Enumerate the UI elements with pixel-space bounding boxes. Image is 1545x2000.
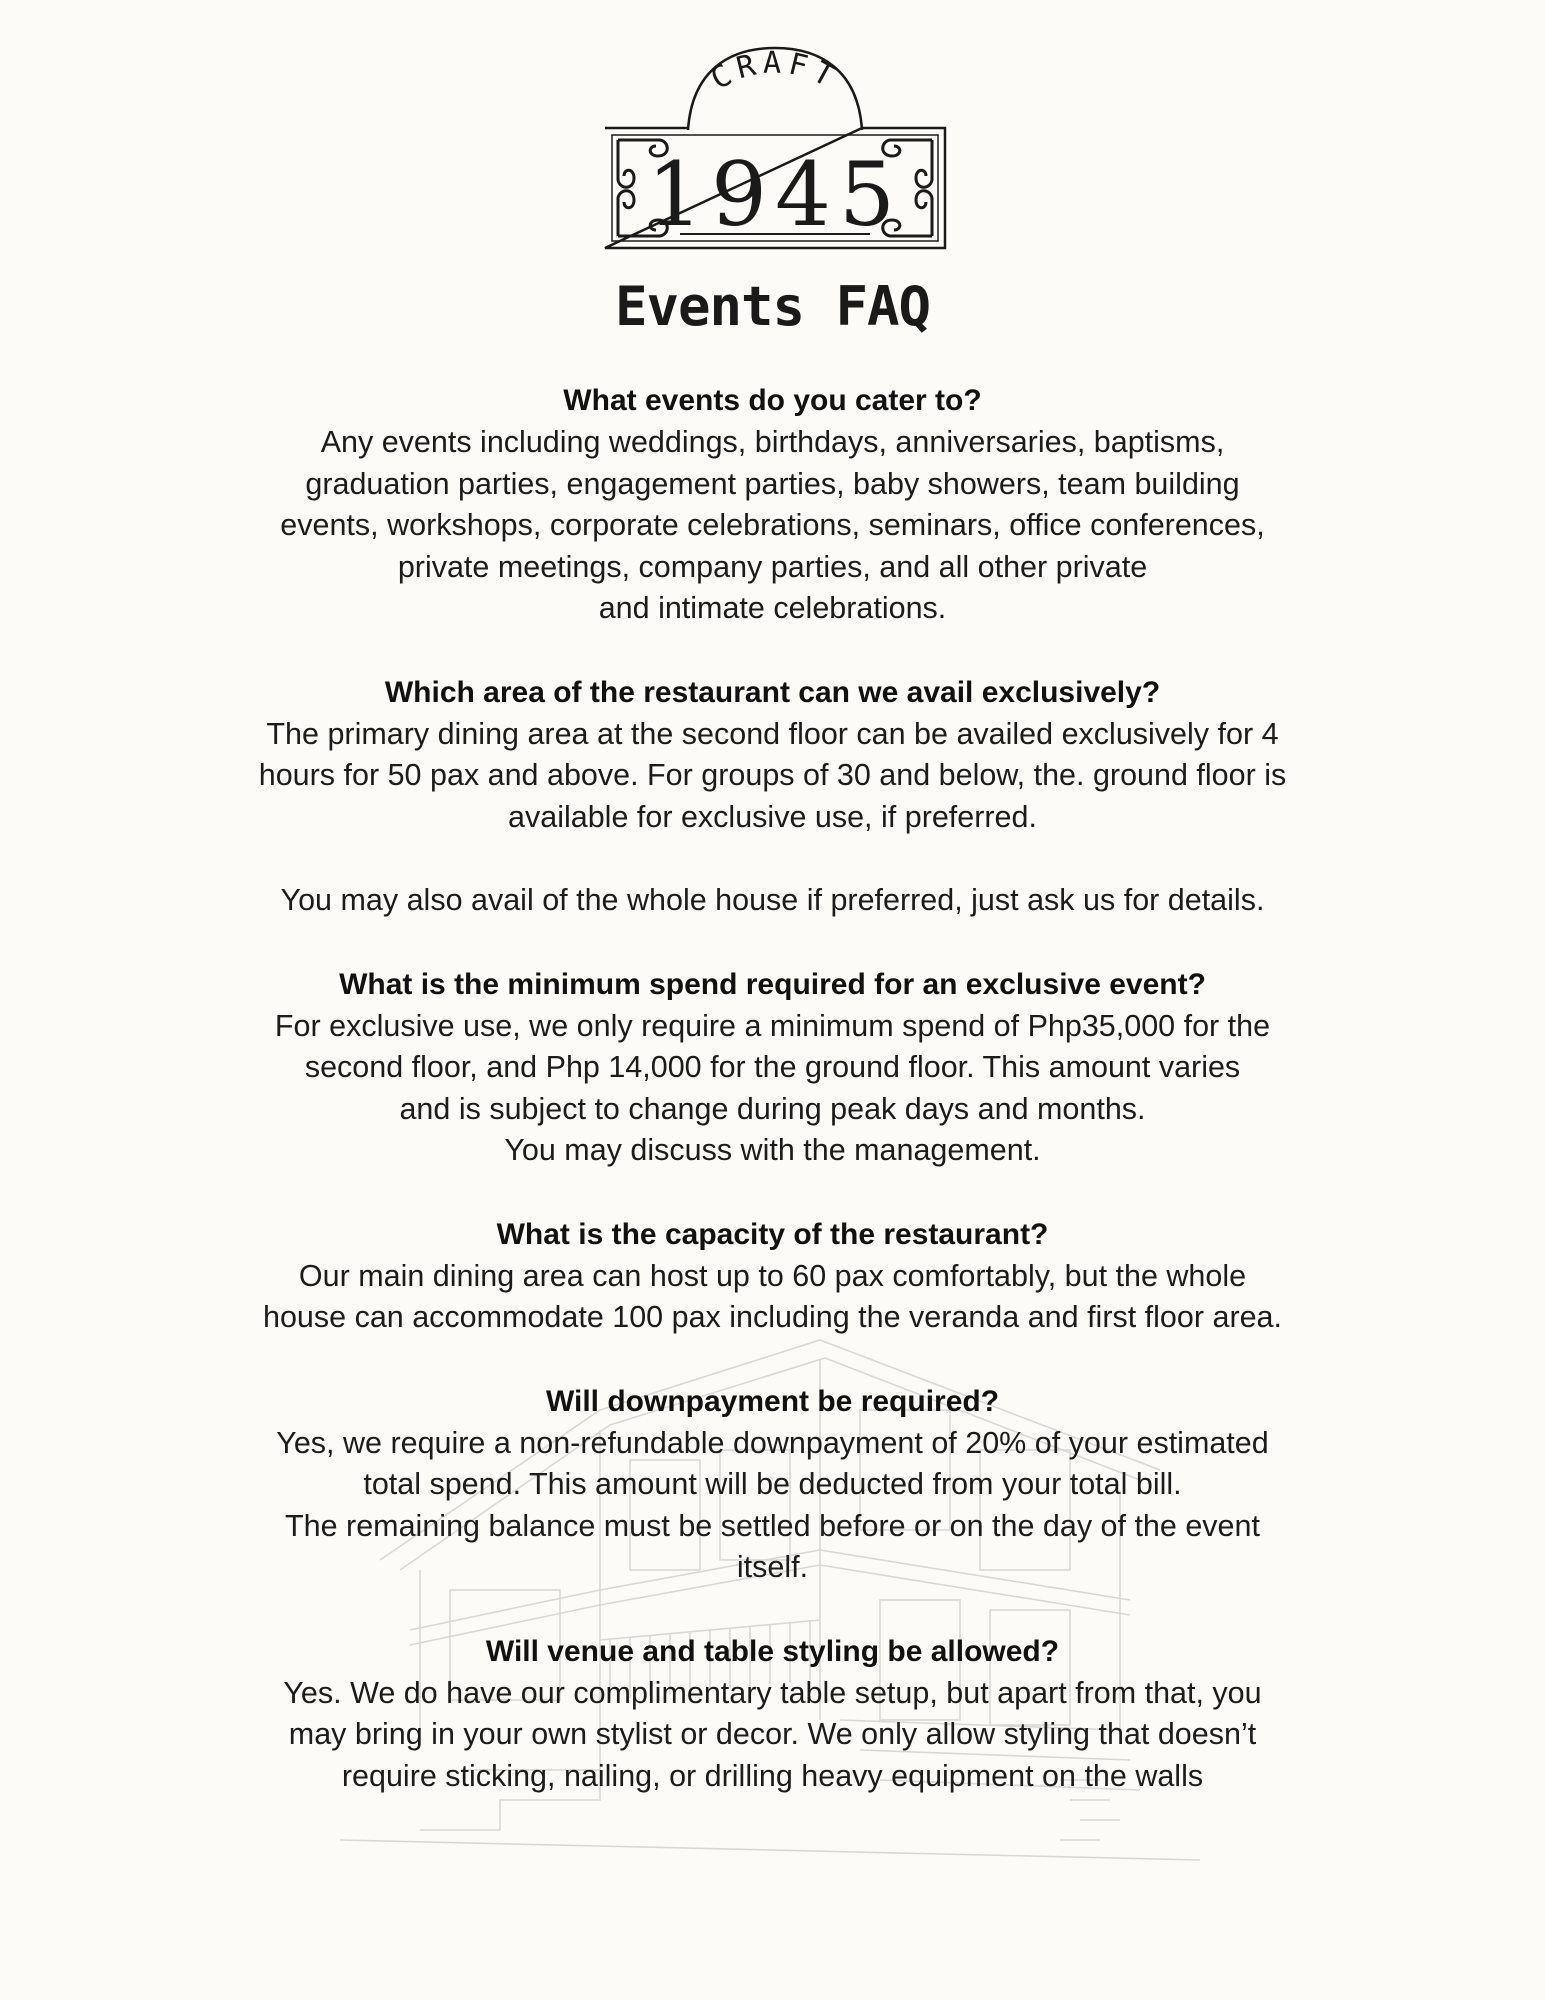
faq-answer: Yes. We do have our complimentary table setup, but apart from that, you may bring in your own stylist or decor. We only allow styling that doesn’t require sticking, nailing, or drilling heavy equipment on the walls [283, 1675, 1262, 1793]
faq-answer: For exclusive use, we only require a minimum spend of Php35,000 for the second floor, and Php 14,000 for the ground floor. This amount varies and is subject to change during peak days and months. You may discuss with the management. [274, 1008, 1271, 1167]
faq-answer: The primary dining area at the second floor can be availed exclusively for 4 hours for 50 pax and above. For groups of 30 and below, the. ground floor is available for exclusive use, if preferred. [258, 716, 1287, 834]
faq-note: You may also avail of the whole house if preferred, just ask us for details. [280, 883, 1265, 917]
faq-item [140, 1381, 1405, 1589]
faq-question: What is the minimum spend required for an exclusive event? [339, 967, 1206, 1001]
logo-arch-text: CRAFT [705, 45, 845, 98]
faq-question: Will venue and table styling be allowed? [485, 1634, 1060, 1668]
faq-item [140, 1214, 1405, 1339]
faq-item [140, 380, 1405, 630]
faq-answer: Yes, we require a non-refundable downpayment of 20% of your estimated total spend. This amount will be deducted from your total bill. The remaining balance must be settled before or on the day of the event itself. [276, 1425, 1269, 1584]
faq-question: What is the capacity of the restaurant? [496, 1217, 1049, 1251]
faq-answer: Our main dining area can host up to 60 pax comfortably, but the whole house can accommodate 100 pax including the veranda and first floor area. [263, 1258, 1282, 1334]
craft-1945-logo [600, 40, 950, 255]
faq-list [140, 380, 1405, 1839]
faq-item [140, 672, 1405, 922]
faq-question: Which area of the restaurant can we avail exclusively? [384, 675, 1161, 709]
faq-item [140, 964, 1405, 1172]
faq-answer: Any events including weddings, birthdays, anniversaries, baptisms, graduation parties, engagement parties, baby showers, team building events, workshops, corporate celebrations, seminars, office conferences, private meetings, company parties, and all other private and intimate celebrations. [280, 425, 1265, 625]
faq-question: What events do you cater to? [563, 384, 982, 417]
page-title: Events FAQ [614, 275, 931, 338]
logo-year: 1945 [647, 143, 903, 246]
faq-question: Will downpayment be required? [545, 1384, 1000, 1418]
faq-item [140, 1631, 1405, 1798]
